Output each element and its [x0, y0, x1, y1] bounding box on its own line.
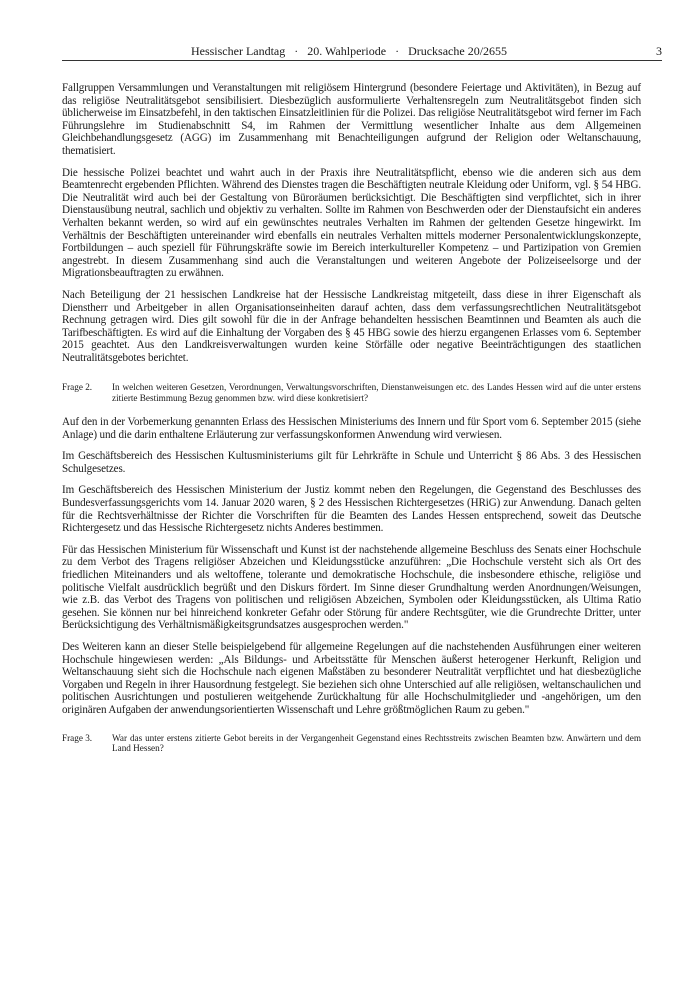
- question-text: In welchen weiteren Gesetzen, Verordnungen, Verwaltungsvorschriften, Dienstanweisungen etc. des Landes Hessen wird auf die unter erstens zitierte Bestimmung Bezug genommen bzw. wird diese konkretisiert?: [112, 382, 641, 404]
- page-number: 3: [656, 44, 662, 58]
- header-document-number: Drucksache 20/2655: [408, 44, 508, 58]
- document-body: [62, 82, 641, 766]
- paragraph: Für das Hessischen Ministerium für Wissenschaft und Kunst ist der nachstehende allgemeine Beschluss des Senats einer Hochschule zu dem Verbot des Tragens religiöser Abzeichen und Kleidungsstücke anzuführen: „Die Hochschule versteht sich als Ort des friedlichen Miteinanders und als weltoffene, tolerante und demokratische Hochschule, die insbesondere ethische, religiöse und politische Vielfalt ausdrücklich begrüßt und den Diskurs fördert. Im Sinne dieser Grundhaltung werden Anordnungen/Weisungen, wie z.B. das Verbot des Tragens von politischen und religiösen Abzeichen, Symbolen oder Kleidungsstücken, als Ultima Ratio gesehen. Sie können nur bei hinreichend konkreter Gefahr oder Störung für andere Rechtsgüter, wie die Grundrechte Dritter, unter Berücksichtigung des Verhältnismäßigkeitsgrundsatzes ausgesprochen werden.": [62, 543, 641, 632]
- page-header: [62, 44, 662, 61]
- question-label: Frage 3.: [62, 732, 93, 743]
- question-label: Frage 2.: [62, 382, 93, 393]
- paragraph: Im Geschäftsbereich des Hessischen Kultusministeriums gilt für Lehrkräfte in Schule und Unterricht § 86 Abs. 3 des Hessischen Schulgesetzes.: [62, 450, 641, 475]
- header-separator: ·: [395, 44, 400, 58]
- paragraph: Auf den in der Vorbemerkung genannten Erlass des Hessischen Ministeriums des Innern und für Sport vom 6. September 2015 (siehe Anlage) und die darin enthaltene Erläuterung zur verfassungskonformen Anwendung wird verwiesen.: [62, 416, 641, 441]
- question-2: [62, 382, 641, 404]
- paragraph: Des Weiteren kann an dieser Stelle beispielgebend für allgemeine Regelungen auf die nachstehenden Ausführungen einer weiteren Hochschule hingewiesen werden: „Als Bildungs- und Arbeitsstätte für Menschen äußerst heterogener Herkunft, Religion und Weltanschauung sieht sich die Hochschule nach eigenen Maßstäben zu besonderer Neutralität verpflichtet und hat diesbezügliche Vorgaben und Regeln in ihrer Hausordnung festgelegt. Sie beziehen sich ohne Unterschied auf alle religiösen, weltanschaulichen und politischen Ausrichtungen und postulieren weitgehende Zurückhaltung für alle Hochschulmitglieder und -angehörigen, um den originären Aufgaben der anwendungsorientierten Wissenschaft und Lehre größtmöglichen Raum zu geben.": [62, 640, 641, 716]
- paragraph: Die hessische Polizei beachtet und wahrt auch in der Praxis ihre Neutralitätspflicht, ebenso wie die anderen sich aus dem Beamtenrecht ergebenden Pflichten. Während des Dienstes tragen die Beschäftigten neutrale Kleidung oder Uniform, vgl. § 54 HBG. Die Neutralität wird auch bei der Gestaltung von Büroräumen berücksichtigt. Die Beschäftigten sind verpflichtet, sich in ihrer Dienstausübung neutral, sachlich und objektiv zu verhalten. Sollte im Rahmen von Beschwerden oder der Dienstaufsicht ein anderes Verhalten bekannt werden, so wird auf ein gewünschtes neutrales Verhalten im Rahmen der geltenden Gesetze hingewirkt. Im Verhältnis der Beschäftigten untereinander wird ebenfalls ein neutrales Verhalten mittels moderner Personalentwicklungskonzepte, Fortbildungen – auch speziell für Führungskräfte sowie im Bereich interkultureller Kompetenz – und Partizipation von Gremien angestrebt. In diesem Zusammenhang sind auch die Veranstaltungen und weiteren Angebote der Polizeiseelsorge und der Migrationsbeauftragten zu erwähnen.: [62, 166, 641, 280]
- header-title: [62, 44, 636, 59]
- paragraph: Fallgruppen Versammlungen und Veranstaltungen mit religiösem Hintergrund (besondere Feiertage und Aktivitäten), in Bezug auf das religiöse Neutralitätsgebot sensibilisiert. Diesbezüglich ausformulierte Verhaltensregeln zum Neutralitätsgebot finden sich üblicherweise im Einsatzbefehl, in den taktischen Einsatzleitlinien für die Polizei. Das religiöse Neutralitätsgebot wird ferner im Fach Führungslehre im Studienabschnitt S4, im Rahmen der Vermittlung wesentlicher Inhalte aus dem Allgemeinen Gleichbehandlungsgesetz (AGG) im Zusammenhang mit Benachteiligungen aufgrund der Religion oder Weltanschauung, thematisiert.: [62, 82, 641, 157]
- question-text: War das unter erstens zitierte Gebot bereits in der Vergangenheit Gegenstand eines Rechtsstreits zwischen Beamten bzw. Anwärtern und dem Land Hessen?: [112, 732, 641, 754]
- paragraph: Im Geschäftsbereich des Hessischen Ministerium der Justiz kommt neben den Regelungen, die Gegenstand des Beschlusses des Bundesverfassungsgerichts vom 14. Januar 2020 waren, § 2 des Hessischen Richtergesetzes (HRiG) zur Anwendung. Danach gelten für die Rechtsverhältnisse der Richter die Vorschriften für die Beamten des Landes Hessen entsprechend, soweit das Deutsche Richtergesetz und das Hessische Richtergesetz nichts Anderes bestimmen.: [62, 484, 641, 535]
- header-parliament: Hessischer Landtag: [190, 44, 286, 58]
- question-3: [62, 733, 641, 755]
- paragraph: Nach Beteiligung der 21 hessischen Landkreise hat der Hessische Landkreistag mitgeteilt, dass diese in ihrer Eigenschaft als Dienstherr und Arbeitgeber in allen Organisationseinheiten darauf achten, dass dem verfassungsrechtlichen Neutralitätsgebot Rechnung getragen wird. Dies gilt sowohl für die in der Anfrage behandelten hessischen Beamtinnen und Beamten als auch die Tarifbeschäftigten. Es wird auf die Einhaltung der Vorgaben des § 45 HBG sowie des hierzu ergangenen Erlasses vom 6. September 2015 geachtet. Aus den Landkreisverwaltungen wurden keine Störfälle oder negative Beeinträchtigungen des staatlichen Neutralitätsgebotes berichtet.: [62, 288, 641, 364]
- header-separator: ·: [294, 44, 299, 58]
- header-period: 20. Wahlperiode: [307, 44, 387, 58]
